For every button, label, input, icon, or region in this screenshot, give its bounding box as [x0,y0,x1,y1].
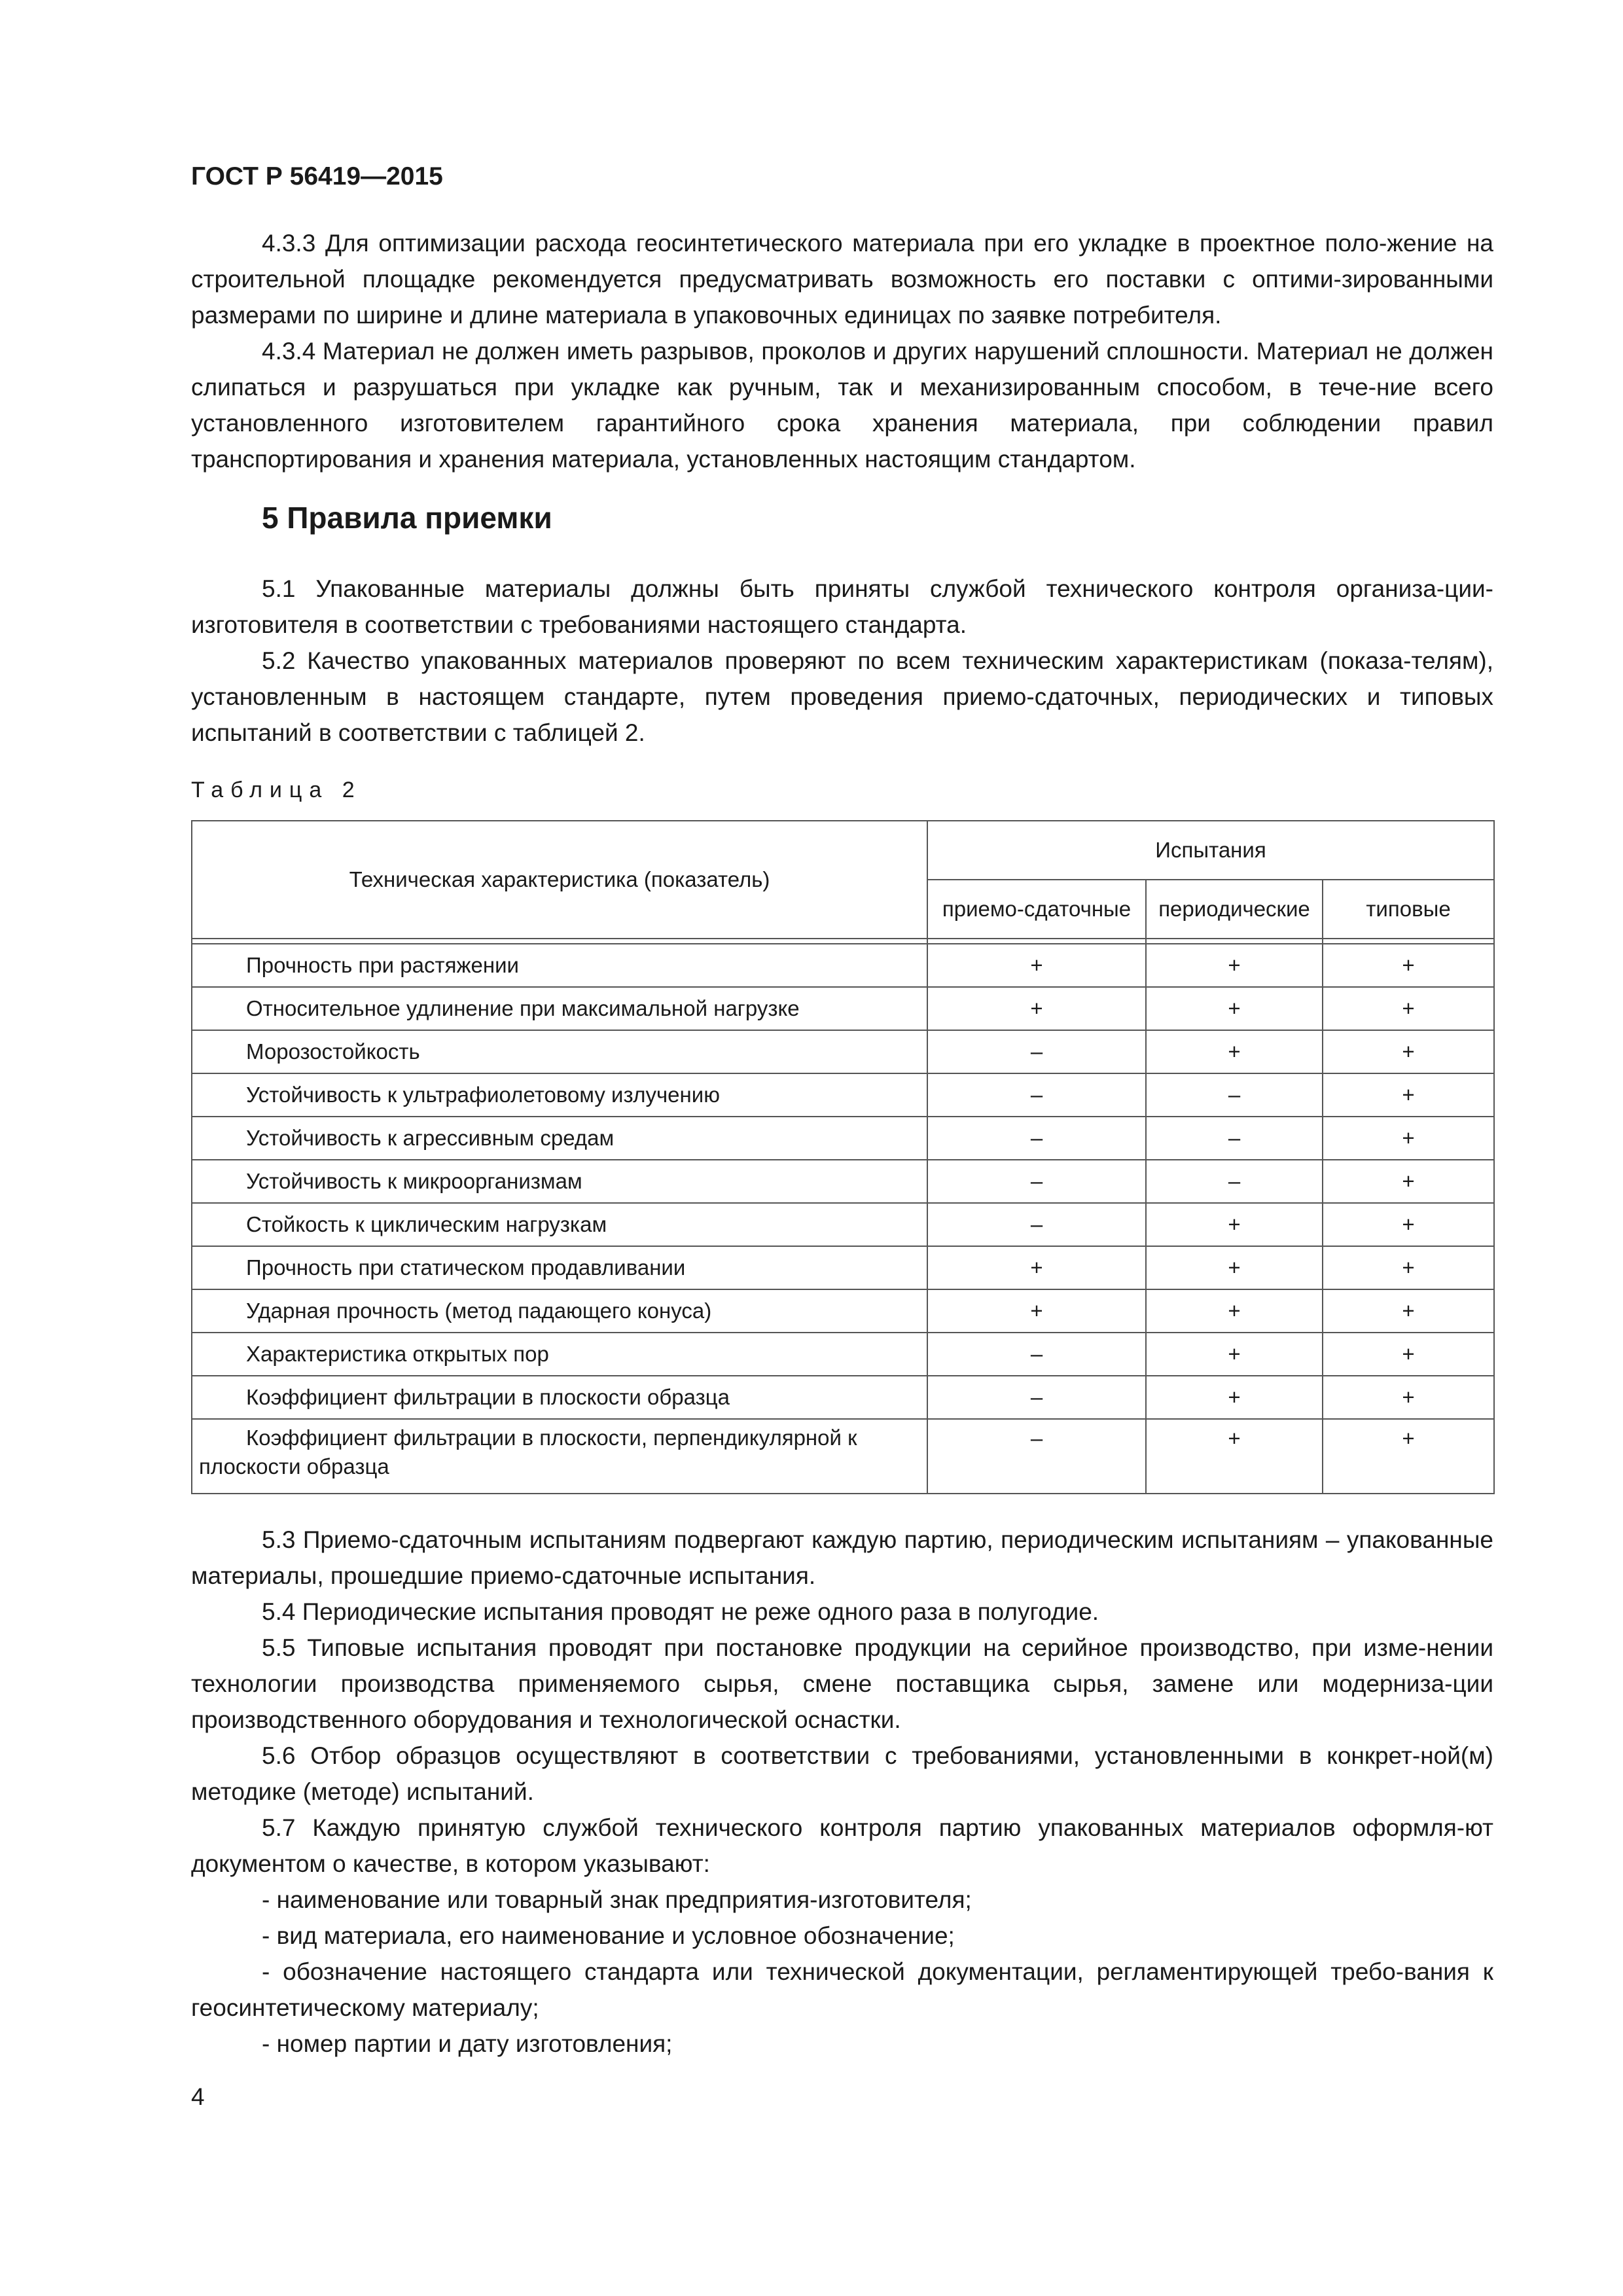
row-characteristic: Прочность при растяжении [192,944,927,987]
row-characteristic: Устойчивость к микроорганизмам [192,1160,927,1203]
row-acceptance-mark: – [927,1376,1146,1419]
paragraph-5-4: 5.4 Периодические испытания проводят не реже одного раза в полугодие. [262,1598,1099,1625]
column-header-periodic: периодические [1146,880,1323,939]
row-acceptance-mark: + [927,1289,1146,1333]
row-acceptance-mark: – [927,1117,1146,1160]
row-acceptance-mark: – [927,1160,1146,1203]
header-separator [192,939,1494,944]
table-caption: Таблица 2 [191,778,362,802]
table-row [192,944,1494,987]
column-group-header-tests: Испытания [927,821,1494,880]
row-periodic-mark: + [1146,1419,1323,1494]
tests-table [191,820,1495,1494]
row-periodic-mark: + [1146,1333,1323,1376]
row-type-mark: + [1323,1030,1494,1073]
column-header-type: типовые [1323,880,1494,939]
row-acceptance-mark: – [927,1030,1146,1073]
row-characteristic: Характеристика открытых пор [192,1333,927,1376]
row-type-mark: + [1323,944,1494,987]
row-characteristic: Коэффициент фильтрации в плоскости образца [192,1376,927,1419]
list-item: - вид материала, его наименование и условное обозначение; [262,1922,955,1949]
row-acceptance-mark: + [927,1246,1146,1289]
row-acceptance-mark: – [927,1203,1146,1246]
paragraph-5-1: 5.1 Упакованные материалы должны быть приняты службой технического контроля организа-ции-изготовителя в соответствии с требованиями настоящего стандарта. [191,575,1493,638]
row-type-mark: + [1323,1376,1494,1419]
row-characteristic: Коэффициент фильтрации в плоскости, перпендикулярной к плоскости образца [192,1419,927,1494]
table-row [192,1376,1494,1419]
row-periodic-mark: + [1146,1289,1323,1333]
document-code: ГОСТ Р 56419—2015 [191,162,443,190]
table-row [192,1333,1494,1376]
row-characteristic: Прочность при статическом продавливании [192,1246,927,1289]
row-characteristic: Стойкость к циклическим нагрузкам [192,1203,927,1246]
table-row [192,987,1494,1030]
row-periodic-mark: + [1146,1376,1323,1419]
list-item: - обозначение настоящего стандарта или технической документации, регламентирующей требо-вания к геосинтетическому материалу; [191,1958,1493,2021]
column-header-acceptance: приемо-сдаточные [927,880,1146,939]
row-acceptance-mark: – [927,1333,1146,1376]
section-5-continued [191,1522,1493,2062]
row-acceptance-mark: + [927,944,1146,987]
section-5-intro [191,571,1493,751]
paragraph-5-5: 5.5 Типовые испытания проводят при постановке продукции на серийное производство, при изме-нении технологии производства применяемого сырья, смене поставщика сырья, замене или модерниза-ции производственного оборудования и технологической оснастки. [191,1634,1493,1733]
paragraph-5-2: 5.2 Качество упакованных материалов проверяют по всем техническим характеристикам (показа-телям), установленным в настоящем стандарте, путем проведения приемо-сдаточных, периодических и типовых испытаний в соответствии с таблицей 2. [191,647,1493,746]
row-periodic-mark: – [1146,1160,1323,1203]
table-row [192,1246,1494,1289]
page-number: 4 [191,2083,205,2110]
row-acceptance-mark: + [927,987,1146,1030]
row-periodic-mark: + [1146,1246,1323,1289]
row-periodic-mark: – [1146,1117,1323,1160]
row-type-mark: + [1323,1246,1494,1289]
row-periodic-mark: + [1146,987,1323,1030]
paragraph-5-6: 5.6 Отбор образцов осуществляют в соответствии с требованиями, установленными в конкрет-ной(м) методике (методе) испытаний. [191,1742,1493,1805]
row-type-mark: + [1323,1160,1494,1203]
row-characteristic: Устойчивость к агрессивным средам [192,1117,927,1160]
row-acceptance-mark: – [927,1073,1146,1117]
row-acceptance-mark: – [927,1419,1146,1494]
paragraph-5-7: 5.7 Каждую принятую службой технического контроля партию упакованных материалов оформля-ют документом о качестве, в котором указывают: [191,1814,1493,1877]
paragraph-4-3-3: 4.3.3 Для оптимизации расхода геосинтетического материала при его укладке в проектное поло-жение на строительной площадке рекомендуется предусматривать возможность его поставки с оптими-зированными размерами по ширине и длине материала в упаковочных единицах по заявке потребителя. [191,230,1493,329]
intro-text [191,225,1493,477]
row-type-mark: + [1323,1117,1494,1160]
column-header-characteristic: Техническая характеристика (показатель) [192,821,927,939]
paragraph-5-3: 5.3 Приемо-сдаточным испытаниям подвергают каждую партию, периодическим испытаниям – упакованные материалы, прошедшие приемо-сдаточные испытания. [191,1526,1493,1589]
row-periodic-mark: + [1146,944,1323,987]
row-type-mark: + [1323,1203,1494,1246]
row-characteristic: Ударная прочность (метод падающего конуса) [192,1289,927,1333]
paragraph-4-3-4: 4.3.4 Материал не должен иметь разрывов, проколов и других нарушений сплошности. Материал не должен слипаться и разрушаться при укладке как ручным, так и механизированным способом, в тече-ние всего установленного изготовителем гарантийного срока хранения материала, при соблюдении правил транспортирования и хранения материала, установленных настоящим стандартом. [191,338,1493,473]
table-row [192,1073,1494,1117]
table-row [192,1419,1494,1494]
row-type-mark: + [1323,1419,1494,1494]
row-periodic-mark: + [1146,1030,1323,1073]
table-row [192,1160,1494,1203]
row-type-mark: + [1323,1333,1494,1376]
row-periodic-mark: + [1146,1203,1323,1246]
table-row [192,1030,1494,1073]
row-characteristic: Устойчивость к ультрафиолетовому излучению [192,1073,927,1117]
row-characteristic: Морозостойкость [192,1030,927,1073]
table-row [192,1203,1494,1246]
row-type-mark: + [1323,1289,1494,1333]
row-periodic-mark: – [1146,1073,1323,1117]
row-type-mark: + [1323,987,1494,1030]
row-characteristic: Относительное удлинение при максимальной нагрузке [192,987,927,1030]
section-title: 5 Правила приемки [262,501,552,535]
table-row [192,1117,1494,1160]
list-item: - наименование или товарный знак предприятия-изготовителя; [262,1886,972,1913]
row-type-mark: + [1323,1073,1494,1117]
table-row [192,1289,1494,1333]
list-item: - номер партии и дату изготовления; [262,2030,673,2057]
